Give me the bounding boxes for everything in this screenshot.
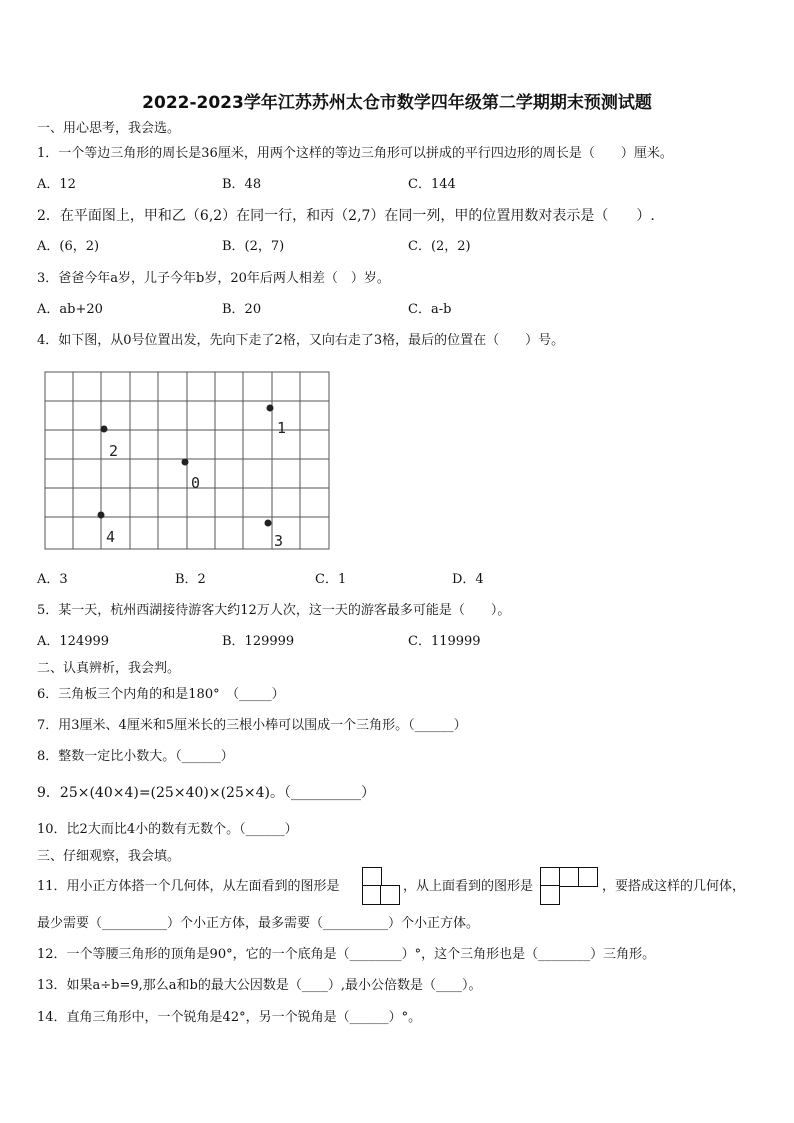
question-4-option-b[interactable]: B．2 [175, 572, 206, 587]
question-14[interactable]: 14．直角三角形中，一个锐角是42°，另一个锐角是（______）°。 [37, 1010, 422, 1025]
section-heading-fill: 三、仔细观察，我会填。 [37, 849, 181, 864]
question-2-option-c[interactable]: C．(2，2) [408, 239, 471, 254]
question-7[interactable]: 7．用3厘米、4厘米和5厘米长的三根小棒可以围成一个三角形。（______） [37, 718, 467, 733]
question-8[interactable]: 8．整数一定比小数大。（______） [37, 749, 234, 764]
question-11-part1: 11．用小正方体搭一个几何体，从左面看到的图形是 [37, 879, 340, 894]
question-1-option-c[interactable]: C．144 [408, 177, 456, 192]
question-11-line2[interactable]: 最少需要（__________）个小正方体，最多需要（__________）个小正方体。 [37, 916, 480, 931]
position-grid-figure [44, 371, 330, 550]
question-2-option-a[interactable]: A．(6，2) [37, 239, 100, 254]
question-2-option-b[interactable]: B．(2，7) [222, 239, 285, 254]
grid-label-1: 1 [277, 419, 287, 437]
question-5-option-c[interactable]: C．119999 [408, 634, 481, 649]
question-2-stem: 2．在平面图上，甲和乙（6,2）在同一行，和丙（2,7）在同一列，甲的位置用数对表示是（ ）. [37, 208, 655, 224]
question-3-option-b[interactable]: B．20 [222, 302, 262, 317]
question-1-option-a[interactable]: A．12 [37, 177, 76, 192]
grid-point-1 [267, 405, 274, 412]
question-3-option-a[interactable]: A．ab+20 [37, 302, 103, 317]
question-1-stem: 1．一个等边三角形的周长是36厘米，用两个这样的等边三角形可以拼成的平行四边形的周长是（ ）厘米。 [37, 146, 673, 161]
grid-point-4 [98, 512, 105, 519]
top-view-figure [540, 867, 600, 905]
grid-point-0 [182, 459, 189, 466]
left-view-figure [362, 867, 400, 905]
question-4-stem: 4．如下图，从0号位置出发，先向下走了2格，又向右走了3格，最后的位置在（ ）号。 [37, 333, 565, 348]
question-6[interactable]: 6．三角板三个内角的和是180° （_____） [37, 687, 285, 702]
grid-label-0: 0 [191, 474, 201, 492]
question-11-part2: ，从上面看到的图形是 [403, 879, 534, 894]
question-1-option-b[interactable]: B．48 [222, 177, 262, 192]
question-12[interactable]: 12．一个等腰三角形的顶角是90°，它的一个底角是（________）°，这个三角形也是（________）三角形。 [37, 947, 656, 962]
question-10[interactable]: 10．比2大而比4小的数有无数个。（______） [37, 822, 298, 837]
section-heading-judge: 二、认真辨析，我会判。 [37, 661, 181, 676]
question-3-option-c[interactable]: C．a-b [408, 302, 452, 317]
question-9[interactable]: 9．25×(40×4)=(25×40)×(25×4)。（__________） [37, 785, 375, 801]
grid-point-2 [101, 426, 108, 433]
page-title: 2022-2023学年江苏苏州太仓市数学四年级第二学期期末预测试题 [142, 93, 652, 113]
grid-label-2: 2 [109, 442, 119, 460]
question-4-option-d[interactable]: D．4 [452, 572, 484, 587]
section-heading-choice: 一、用心思考，我会选。 [37, 121, 181, 136]
question-11-part3: ，要搭成这样的几何体， [602, 879, 746, 894]
question-5-option-b[interactable]: B．129999 [222, 634, 295, 649]
question-5-option-a[interactable]: A．124999 [37, 634, 110, 649]
question-13[interactable]: 13．如果a÷b=9,那么a和b的最大公因数是（____）,最小公倍数是（____）。 [37, 978, 482, 993]
question-5-stem: 5．某一天，杭州西湖接待游客大约12万人次，这一天的游客最多可能是（ ）。 [37, 603, 511, 618]
grid-label-4: 4 [106, 528, 116, 546]
question-4-option-a[interactable]: A．3 [37, 572, 68, 587]
grid-point-3 [265, 520, 272, 527]
question-4-option-c[interactable]: C．1 [315, 572, 347, 587]
grid-label-3: 3 [274, 532, 284, 550]
question-3-stem: 3．爸爸今年a岁，儿子今年b岁，20年后两人相差（ ）岁。 [37, 271, 390, 286]
